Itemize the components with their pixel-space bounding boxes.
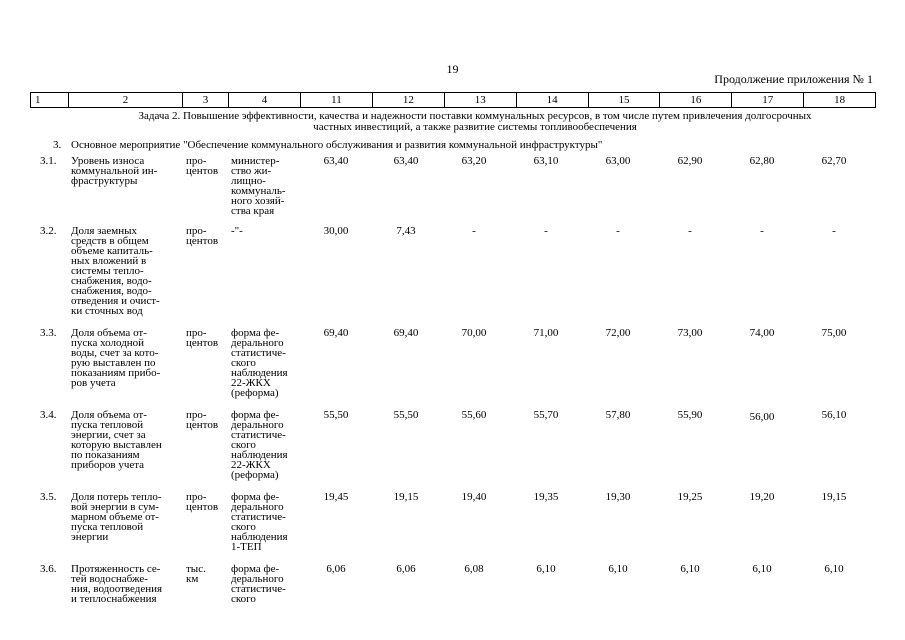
data-source-line: коммуналь-: [231, 185, 286, 197]
indicator-value: 63,40: [393, 155, 419, 167]
unit-line: центов: [186, 235, 219, 247]
indicator-name-line: Доля объема от-: [71, 327, 147, 339]
data-source: [231, 564, 303, 604]
indicator-value: 56,10: [821, 409, 847, 421]
indicator-name-line: энергии, счет за: [71, 429, 146, 441]
indicator-name-line: и теплоснабжения: [71, 593, 157, 605]
indicator-value: 6,10: [608, 563, 628, 575]
indicator-name-line: по показаниям: [71, 449, 140, 461]
indicator-name-line: приборов учета: [71, 459, 145, 471]
data-source: [231, 328, 303, 398]
measure-title: Основное мероприятие "Обеспечение коммунального обслуживания и развития коммунальной инфраструктуры": [71, 139, 603, 151]
data-source-line: дерального: [231, 337, 284, 349]
indicator-name-line: снабжения, водо-: [71, 275, 152, 287]
indicator-value: 63,40: [323, 155, 349, 167]
measure-number: 3.: [53, 139, 62, 151]
data-source-line: 22-ЖКХ: [231, 377, 271, 389]
indicator-value: 72,00: [605, 327, 631, 339]
indicator-value: 62,80: [749, 155, 775, 167]
indicator-value: 70,00: [461, 327, 487, 339]
unit-of-measure: [186, 492, 232, 512]
indicator-name-line: которую выставлен: [71, 439, 162, 451]
header-cell: 12: [372, 93, 444, 108]
indicator-name-line: Уровень износа: [71, 155, 145, 167]
unit-of-measure: [186, 564, 232, 584]
indicator-value: 73,00: [677, 327, 703, 339]
indicator-value: -: [832, 225, 836, 237]
data-source-line: 1-ТЕП: [231, 541, 262, 553]
header-cell: 3: [183, 93, 229, 108]
row-number: 3.6.: [40, 563, 57, 575]
appendix-continuation-label: Продолжение приложения № 1: [714, 72, 873, 86]
data-source-line: дерального: [231, 419, 284, 431]
row-number: 3.4.: [40, 409, 57, 421]
unit-line: центов: [186, 419, 219, 431]
indicator-name: [71, 410, 183, 470]
indicator-value: 57,80: [605, 409, 631, 421]
indicator-name-line: тей водоснабже-: [71, 573, 148, 585]
indicator-name-line: вой энергии в сум-: [71, 501, 159, 513]
header-cell: 4: [229, 93, 301, 108]
indicator-value: 62,90: [677, 155, 703, 167]
data-source-line: министер-: [231, 155, 280, 167]
indicator-value: 55,70: [533, 409, 559, 421]
data-source-line: статистиче-: [231, 583, 286, 595]
data-source-line: дерального: [231, 573, 284, 585]
indicator-name: [71, 328, 183, 388]
header-cell: 14: [516, 93, 588, 108]
indicator-name: [71, 564, 183, 604]
indicator-name-line: ки сточных вод: [71, 305, 143, 317]
indicator-name-line: рую выставлен по: [71, 357, 156, 369]
unit-of-measure: [186, 226, 232, 246]
data-source-line: статистиче-: [231, 429, 286, 441]
data-source-line: ского: [231, 439, 256, 451]
header-cell: 11: [301, 93, 373, 108]
indicator-value: 6,10: [680, 563, 700, 575]
indicator-value: 55,50: [393, 409, 419, 421]
indicator-name-line: фраструктуры: [71, 175, 138, 187]
indicator-name: [71, 492, 183, 542]
indicator-value: 30,00: [323, 225, 349, 237]
indicator-value: 55,90: [677, 409, 703, 421]
indicator-value: 71,00: [533, 327, 559, 339]
data-source-line: ного хозяй-: [231, 195, 285, 207]
data-source-line: 22-ЖКХ: [231, 459, 271, 471]
unit-line: км: [186, 573, 199, 585]
unit-line: про-: [186, 155, 207, 167]
indicator-value: 6,10: [536, 563, 556, 575]
unit-line: центов: [186, 501, 219, 513]
indicator-value: 63,00: [605, 155, 631, 167]
indicator-value: 19,20: [749, 491, 775, 503]
row-number: 3.1.: [40, 155, 57, 167]
data-source-line: статистиче-: [231, 511, 286, 523]
indicator-value: 63,10: [533, 155, 559, 167]
row-number: 3.2.: [40, 225, 57, 237]
data-source-line: ского: [231, 357, 256, 369]
data-source-line: ского: [231, 593, 256, 605]
indicator-value: 56,00: [749, 411, 775, 423]
indicator-value: 6,08: [464, 563, 484, 575]
data-source-line: форма фе-: [231, 491, 280, 503]
data-source: [231, 410, 303, 480]
indicator-value: 55,50: [323, 409, 349, 421]
indicator-value: 62,70: [821, 155, 847, 167]
data-source-line: ства края: [231, 205, 275, 217]
indicator-name-line: отведения и очист-: [71, 295, 160, 307]
indicator-name-line: ния, водоотведения: [71, 583, 163, 595]
indicator-value: -: [472, 225, 476, 237]
indicator-value: 19,40: [461, 491, 487, 503]
indicator-value: 19,35: [533, 491, 559, 503]
unit-of-measure: [186, 328, 232, 348]
unit-line: про-: [186, 225, 207, 237]
task-heading-line: частных инвестиций, а также развитие системы топливообеспечения: [313, 121, 637, 133]
indicator-name-line: ров учета: [71, 377, 116, 389]
indicator-name-line: воды, счет за кото-: [71, 347, 159, 359]
unit-line: центов: [186, 165, 219, 177]
task-heading: [75, 111, 875, 133]
data-source-line: форма фе-: [231, 563, 280, 575]
indicator-value: 69,40: [393, 327, 419, 339]
indicator-value: 6,06: [396, 563, 416, 575]
data-source: [231, 156, 303, 216]
indicator-value: 19,15: [821, 491, 847, 503]
indicator-name-line: Доля объема от-: [71, 409, 147, 421]
page-number: 19: [446, 62, 459, 76]
header-cell: 16: [660, 93, 732, 108]
data-source-line: (реформа): [231, 469, 279, 481]
indicator-name-line: коммунальной ин-: [71, 165, 158, 177]
data-source-line: дерального: [231, 501, 284, 513]
data-source-line: форма фе-: [231, 409, 280, 421]
task-heading-line: Задача 2. Повышение эффективности, качества и надежности поставки коммунальных ресурсов, в том числе путем привлечения долгосрочных: [138, 110, 812, 122]
indicator-value: 7,43: [396, 225, 416, 237]
header-row: [31, 93, 876, 108]
indicator-value: 19,25: [677, 491, 703, 503]
unit-of-measure: [186, 156, 232, 176]
indicator-value: 69,40: [323, 327, 349, 339]
data-source-line: форма фе-: [231, 327, 280, 339]
data-source-line: статистиче-: [231, 347, 286, 359]
indicator-value: 63,20: [461, 155, 487, 167]
indicator-value: 19,15: [393, 491, 419, 503]
header-cell: 2: [69, 93, 183, 108]
indicator-name-line: Протяженность се-: [71, 563, 161, 575]
data-source-line: наблюдения: [231, 367, 288, 379]
header-cell: 13: [444, 93, 516, 108]
indicator-value: 74,00: [749, 327, 775, 339]
indicator-value: -: [760, 225, 764, 237]
header-cell: 15: [588, 93, 660, 108]
indicator-name-line: Доля потерь тепло-: [71, 491, 162, 503]
indicator-name-line: пуска тепловой: [71, 521, 144, 533]
indicator-value: -: [544, 225, 548, 237]
indicator-name-line: Доля заемных: [71, 225, 138, 237]
data-source-line: ского: [231, 521, 256, 533]
data-source-line: наблюдения: [231, 531, 288, 543]
data-source-line: -"-: [231, 225, 243, 237]
data-source: [231, 492, 303, 552]
indicator-name-line: объеме капиталь-: [71, 245, 153, 257]
indicator-name-line: системы тепло-: [71, 265, 144, 277]
indicator-value: 6,06: [326, 563, 346, 575]
row-number: 3.5.: [40, 491, 57, 503]
indicator-name: [71, 226, 183, 316]
header-cell: 17: [732, 93, 804, 108]
indicator-value: 55,60: [461, 409, 487, 421]
indicator-name-line: пуска холодной: [71, 337, 145, 349]
indicator-value: -: [616, 225, 620, 237]
indicator-name-line: пуска тепловой: [71, 419, 144, 431]
data-source-line: (реформа): [231, 387, 279, 399]
unit-line: центов: [186, 337, 219, 349]
indicator-name-line: снабжения, водо-: [71, 285, 152, 297]
indicator-value: 6,10: [752, 563, 772, 575]
indicator-value: 75,00: [821, 327, 847, 339]
row-number: 3.3.: [40, 327, 57, 339]
column-number-header: [30, 92, 876, 108]
unit-line: про-: [186, 491, 207, 503]
unit-of-measure: [186, 410, 232, 430]
indicator-value: 6,10: [824, 563, 844, 575]
data-source-line: ство жи-: [231, 165, 272, 177]
header-cell: 18: [804, 93, 876, 108]
indicator-value: 19,45: [323, 491, 349, 503]
indicator-value: -: [688, 225, 692, 237]
indicator-value: 19,30: [605, 491, 631, 503]
header-cell: 1: [31, 93, 69, 108]
indicator-name: [71, 156, 183, 186]
data-source-line: лищно-: [231, 175, 266, 187]
indicator-name-line: марном объеме от-: [71, 511, 159, 523]
indicator-name-line: показаниям прибо-: [71, 367, 161, 379]
indicator-name-line: средств в общем: [71, 235, 149, 247]
unit-line: тыс.: [186, 563, 206, 575]
data-source-line: наблюдения: [231, 449, 288, 461]
unit-line: про-: [186, 409, 207, 421]
indicator-name-line: ных вложений в: [71, 255, 147, 267]
unit-line: про-: [186, 327, 207, 339]
data-source: [231, 226, 303, 236]
indicator-name-line: энергии: [71, 531, 109, 543]
